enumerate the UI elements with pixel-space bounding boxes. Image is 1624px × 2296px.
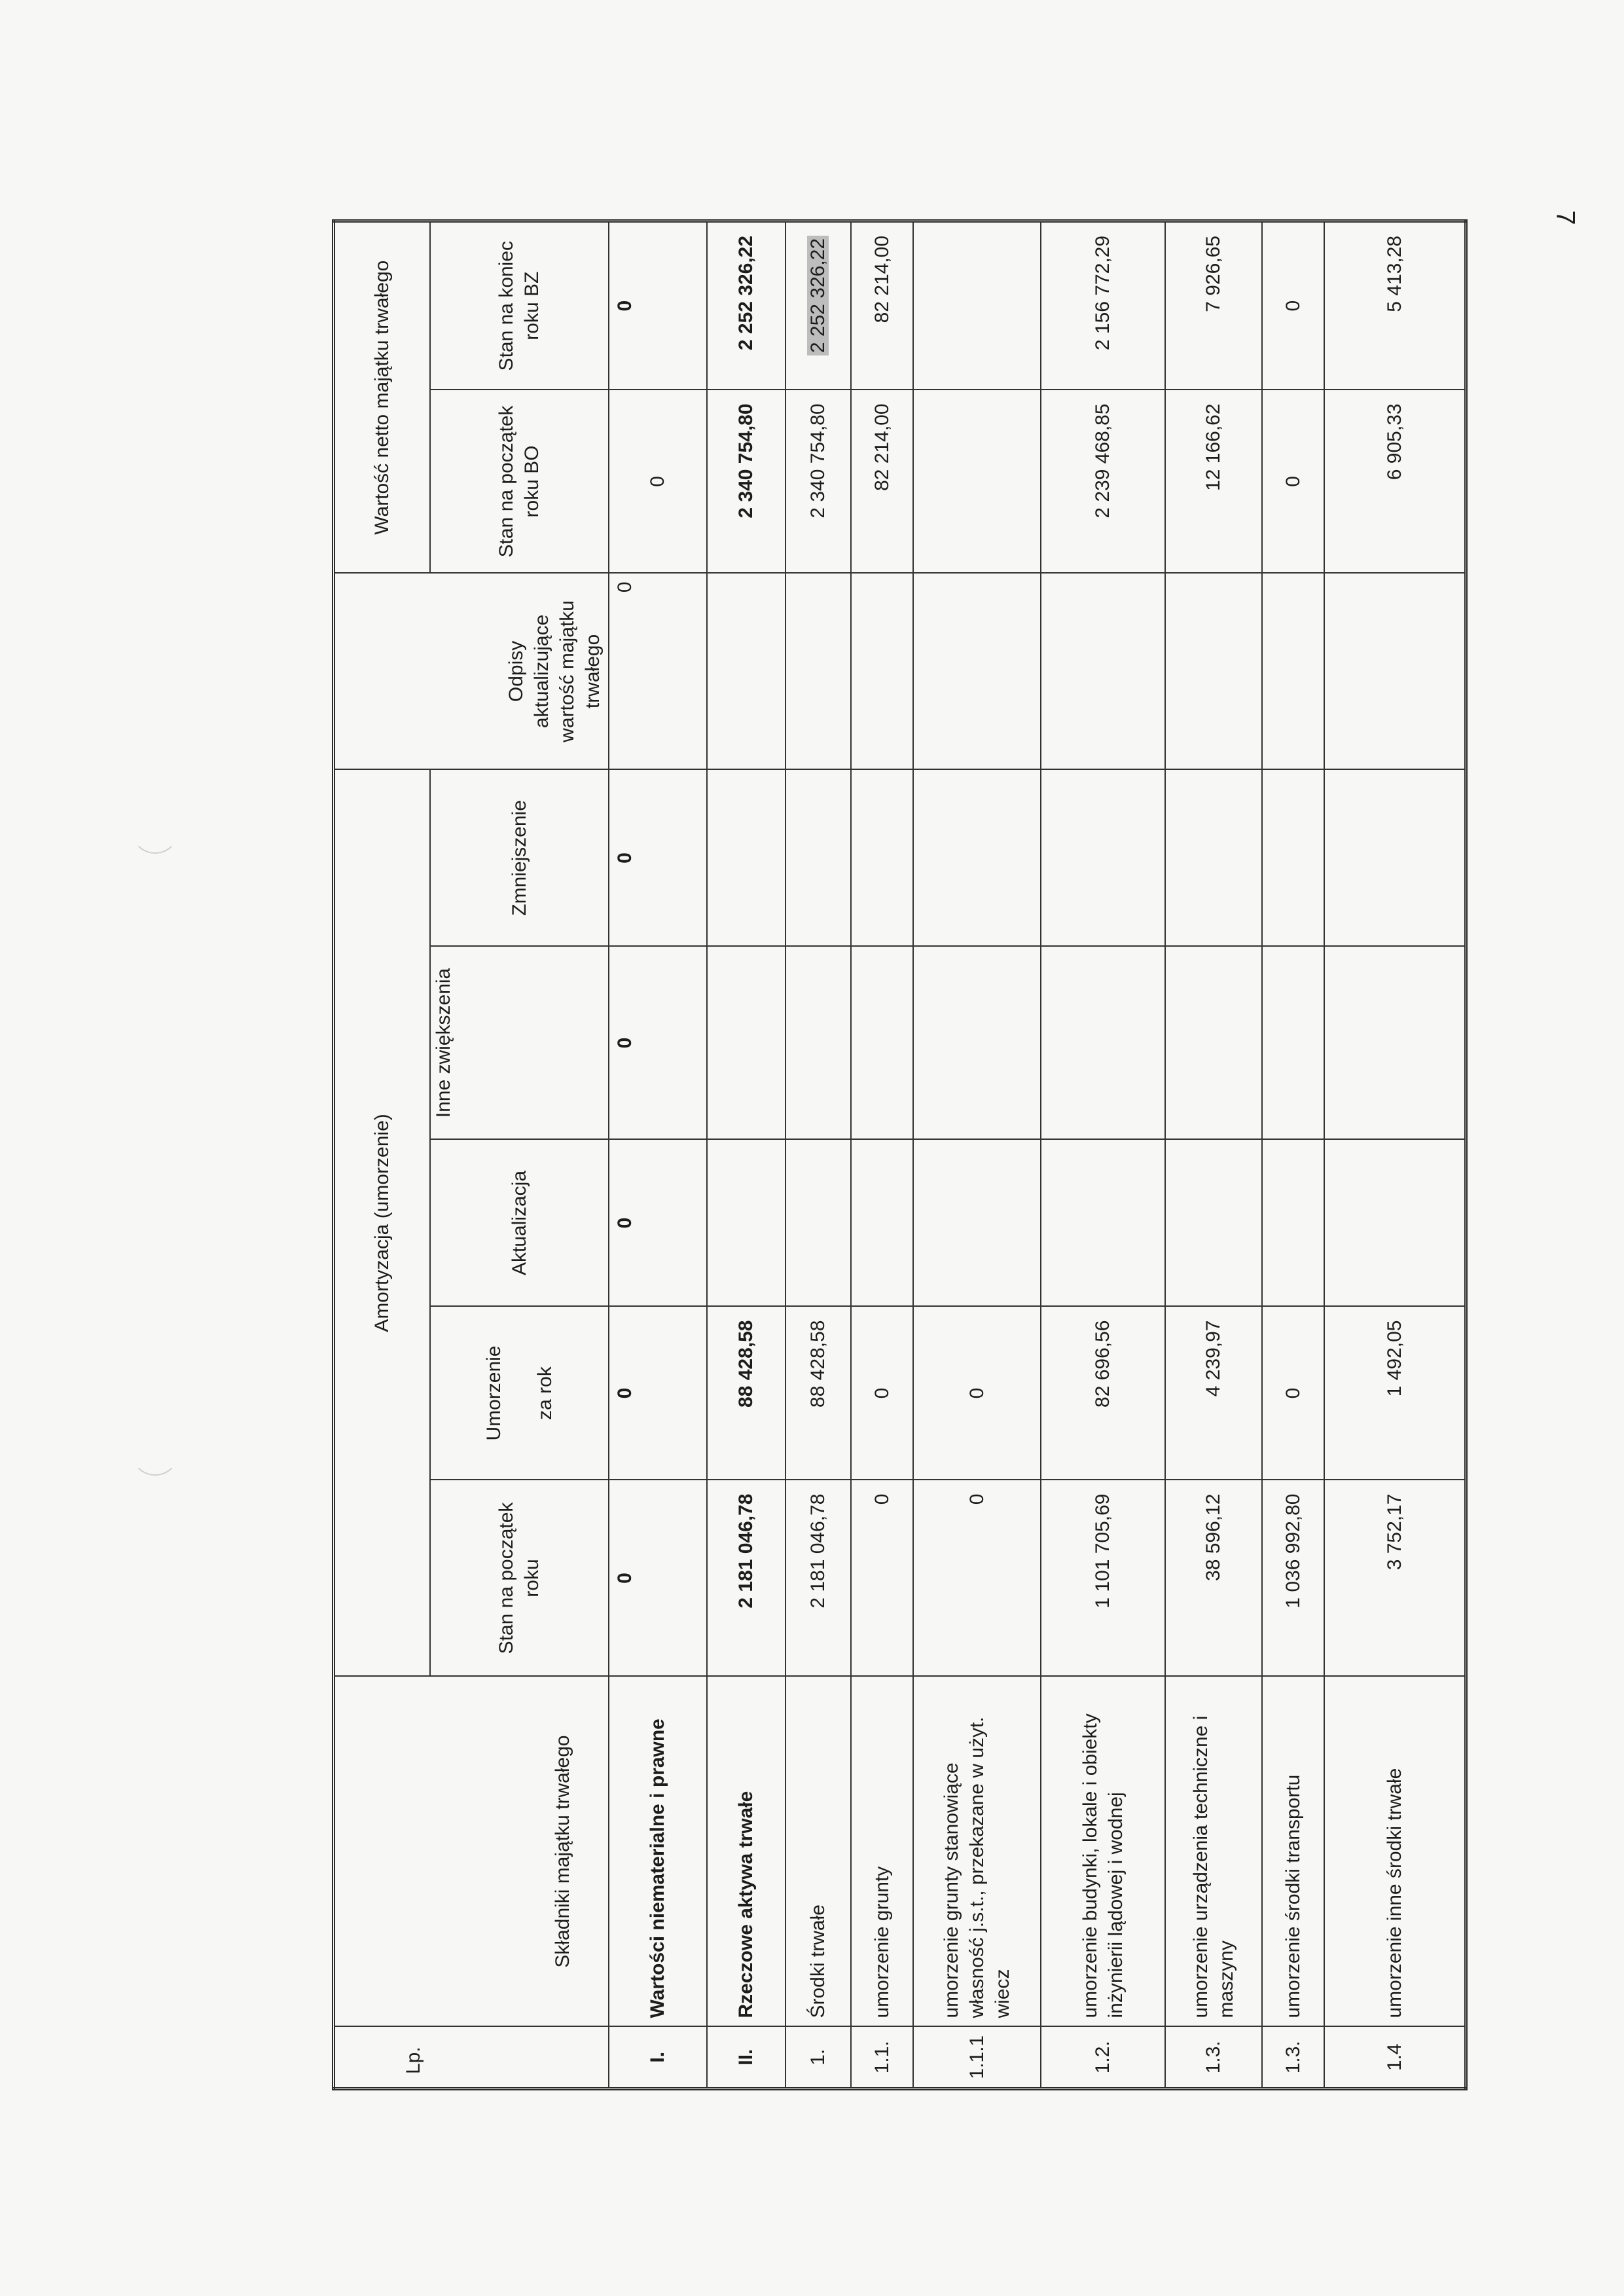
row-name: umorzenie budynki, lokale i obiekty inżynierii lądowej i wodnej bbox=[1041, 1677, 1165, 2027]
header-start-balance: Stan na początek roku bbox=[430, 1480, 609, 1677]
row-start: 2 181 046,78 bbox=[707, 1480, 785, 1677]
row-lp: 1.3. bbox=[1262, 2027, 1324, 2089]
row-lp: 1.4 bbox=[1324, 2027, 1466, 2089]
row-zmn bbox=[785, 769, 851, 946]
row-start: 3 752,17 bbox=[1324, 1480, 1466, 1677]
row-odpisy bbox=[913, 573, 1041, 769]
row-zmn: 0 bbox=[609, 769, 707, 946]
header-amortization-group: Amortyzacja (umorzenie) bbox=[334, 769, 430, 1676]
row-aktual: 0 bbox=[609, 1140, 707, 1307]
row-aktual bbox=[1262, 1140, 1324, 1307]
row-odpisy bbox=[785, 573, 851, 769]
row-inne bbox=[1165, 947, 1262, 1140]
header-depreciation-year-line1: Umorzenie bbox=[482, 1345, 505, 1441]
row-start: 0 bbox=[913, 1480, 1041, 1677]
row-start: 0 bbox=[851, 1480, 913, 1677]
row-inne bbox=[1262, 947, 1324, 1140]
row-odpisy bbox=[851, 573, 913, 769]
header-net-start: Stan na początek roku BO bbox=[430, 390, 609, 573]
row-lp: I. bbox=[609, 2027, 707, 2089]
row-year: 1 492,05 bbox=[1324, 1307, 1466, 1480]
row-inne: 0 bbox=[609, 947, 707, 1140]
row-lp: 1.3. bbox=[1165, 2027, 1262, 2089]
row-zmn bbox=[851, 769, 913, 946]
row-bz: 2 252 326,22 bbox=[707, 221, 785, 390]
table-row bbox=[1324, 221, 1466, 2088]
row-year: 0 bbox=[1262, 1307, 1324, 1480]
punch-hole-mark bbox=[131, 805, 179, 854]
row-bz: 2 156 772,29 bbox=[1041, 221, 1165, 390]
row-year: 0 bbox=[913, 1307, 1041, 1480]
row-bo: 0 bbox=[1262, 390, 1324, 573]
row-odpisy: 0 bbox=[609, 573, 707, 769]
row-name: umorzenie grunty stanowiące własność j.s.t., przekazane w użyt. wiecz bbox=[913, 1677, 1041, 2027]
row-bo: 2 239 468,85 bbox=[1041, 390, 1165, 573]
row-start: 2 181 046,78 bbox=[785, 1480, 851, 1677]
table-row bbox=[1041, 221, 1165, 2088]
row-bo: 6 905,33 bbox=[1324, 390, 1466, 573]
header-component: Składniki majątku trwałego bbox=[334, 1677, 609, 2027]
row-aktual bbox=[851, 1140, 913, 1307]
row-name: umorzenie środki transportu bbox=[1262, 1677, 1324, 2027]
header-decrease: Zmniejszenie bbox=[430, 769, 609, 946]
row-name: Środki trwałe bbox=[785, 1677, 851, 2027]
row-bo bbox=[913, 390, 1041, 573]
row-name: umorzenie grunty bbox=[851, 1677, 913, 2027]
row-bz bbox=[913, 221, 1041, 390]
table-container bbox=[332, 223, 1468, 2090]
row-year: 82 696,56 bbox=[1041, 1307, 1165, 1480]
table-row bbox=[851, 221, 913, 2088]
row-inne bbox=[707, 947, 785, 1140]
header-lp: Lp. bbox=[334, 2027, 609, 2089]
row-lp: 1.2. bbox=[1041, 2027, 1165, 2089]
row-inne bbox=[913, 947, 1041, 1140]
header-impairment: Odpisy aktualizujące wartość majątku trwałego bbox=[334, 573, 609, 769]
row-inne bbox=[1041, 947, 1165, 1140]
fixed-assets-depreciation-table bbox=[332, 219, 1468, 2090]
header-net-end: Stan na koniec roku BZ bbox=[430, 221, 609, 390]
row-odpisy bbox=[1262, 573, 1324, 769]
row-odpisy bbox=[1041, 573, 1165, 769]
highlighted-value: 2 252 326,22 bbox=[807, 236, 829, 355]
row-name: umorzenie inne środki trwałe bbox=[1324, 1677, 1466, 2027]
row-bo: 2 340 754,80 bbox=[707, 390, 785, 573]
row-year: 4 239,97 bbox=[1165, 1307, 1262, 1480]
page-number: 7 bbox=[1551, 210, 1580, 225]
row-lp: 1.1.1 bbox=[913, 2027, 1041, 2089]
row-year: 88 428,58 bbox=[785, 1307, 851, 1480]
row-bz: 0 bbox=[1262, 221, 1324, 390]
row-aktual bbox=[785, 1140, 851, 1307]
row-bo: 0 bbox=[609, 390, 707, 573]
table-row bbox=[707, 221, 785, 2088]
row-bo: 2 340 754,80 bbox=[785, 390, 851, 573]
row-lp: 1. bbox=[785, 2027, 851, 2089]
row-zmn bbox=[1262, 769, 1324, 946]
row-odpisy bbox=[1165, 573, 1262, 769]
header-other-increases: Inne zwiększenia bbox=[430, 947, 609, 1140]
table-row bbox=[785, 221, 851, 2088]
row-bz: 5 413,28 bbox=[1324, 221, 1466, 390]
row-aktual bbox=[1041, 1140, 1165, 1307]
row-aktual bbox=[1165, 1140, 1262, 1307]
row-start: 0 bbox=[609, 1480, 707, 1677]
row-inne bbox=[785, 947, 851, 1140]
table-row bbox=[913, 221, 1041, 2088]
row-aktual bbox=[1324, 1140, 1466, 1307]
row-inne bbox=[1324, 947, 1466, 1140]
row-bz bbox=[785, 221, 851, 390]
row-start: 38 596,12 bbox=[1165, 1480, 1262, 1677]
row-zmn bbox=[1165, 769, 1262, 946]
row-bo: 12 166,62 bbox=[1165, 390, 1262, 573]
row-lp: 1.1. bbox=[851, 2027, 913, 2089]
table-row bbox=[1262, 221, 1324, 2088]
row-year: 88 428,58 bbox=[707, 1307, 785, 1480]
row-aktual bbox=[913, 1140, 1041, 1307]
row-bz: 0 bbox=[609, 221, 707, 390]
row-zmn bbox=[913, 769, 1041, 946]
row-start: 1 101 705,69 bbox=[1041, 1480, 1165, 1677]
row-zmn bbox=[707, 769, 785, 946]
table-row bbox=[609, 221, 707, 2088]
header-revaluation: Aktualizacja bbox=[430, 1140, 609, 1307]
punch-hole-mark bbox=[131, 1427, 179, 1476]
row-bo: 82 214,00 bbox=[851, 390, 913, 573]
row-inne bbox=[851, 947, 913, 1140]
row-name: umorzenie urządzenia techniczne i maszyny bbox=[1165, 1677, 1262, 2027]
row-start: 1 036 992,80 bbox=[1262, 1480, 1324, 1677]
header-depreciation-year-line2: za rok bbox=[533, 1366, 556, 1420]
row-name: Rzeczowe aktywa trwałe bbox=[707, 1677, 785, 2027]
header-net-value-group: Wartość netto majątku trwałego bbox=[334, 221, 430, 573]
row-bz: 7 926,65 bbox=[1165, 221, 1262, 390]
row-zmn bbox=[1324, 769, 1466, 946]
row-year: 0 bbox=[851, 1307, 913, 1480]
header-depreciation-year bbox=[430, 1307, 609, 1480]
row-bz: 82 214,00 bbox=[851, 221, 913, 390]
row-odpisy bbox=[707, 573, 785, 769]
row-lp: II. bbox=[707, 2027, 785, 2089]
row-year: 0 bbox=[609, 1307, 707, 1480]
row-aktual bbox=[707, 1140, 785, 1307]
row-zmn bbox=[1041, 769, 1165, 946]
row-name: Wartości niematerialne i prawne bbox=[609, 1677, 707, 2027]
table-row bbox=[1165, 221, 1262, 2088]
row-odpisy bbox=[1324, 573, 1466, 769]
